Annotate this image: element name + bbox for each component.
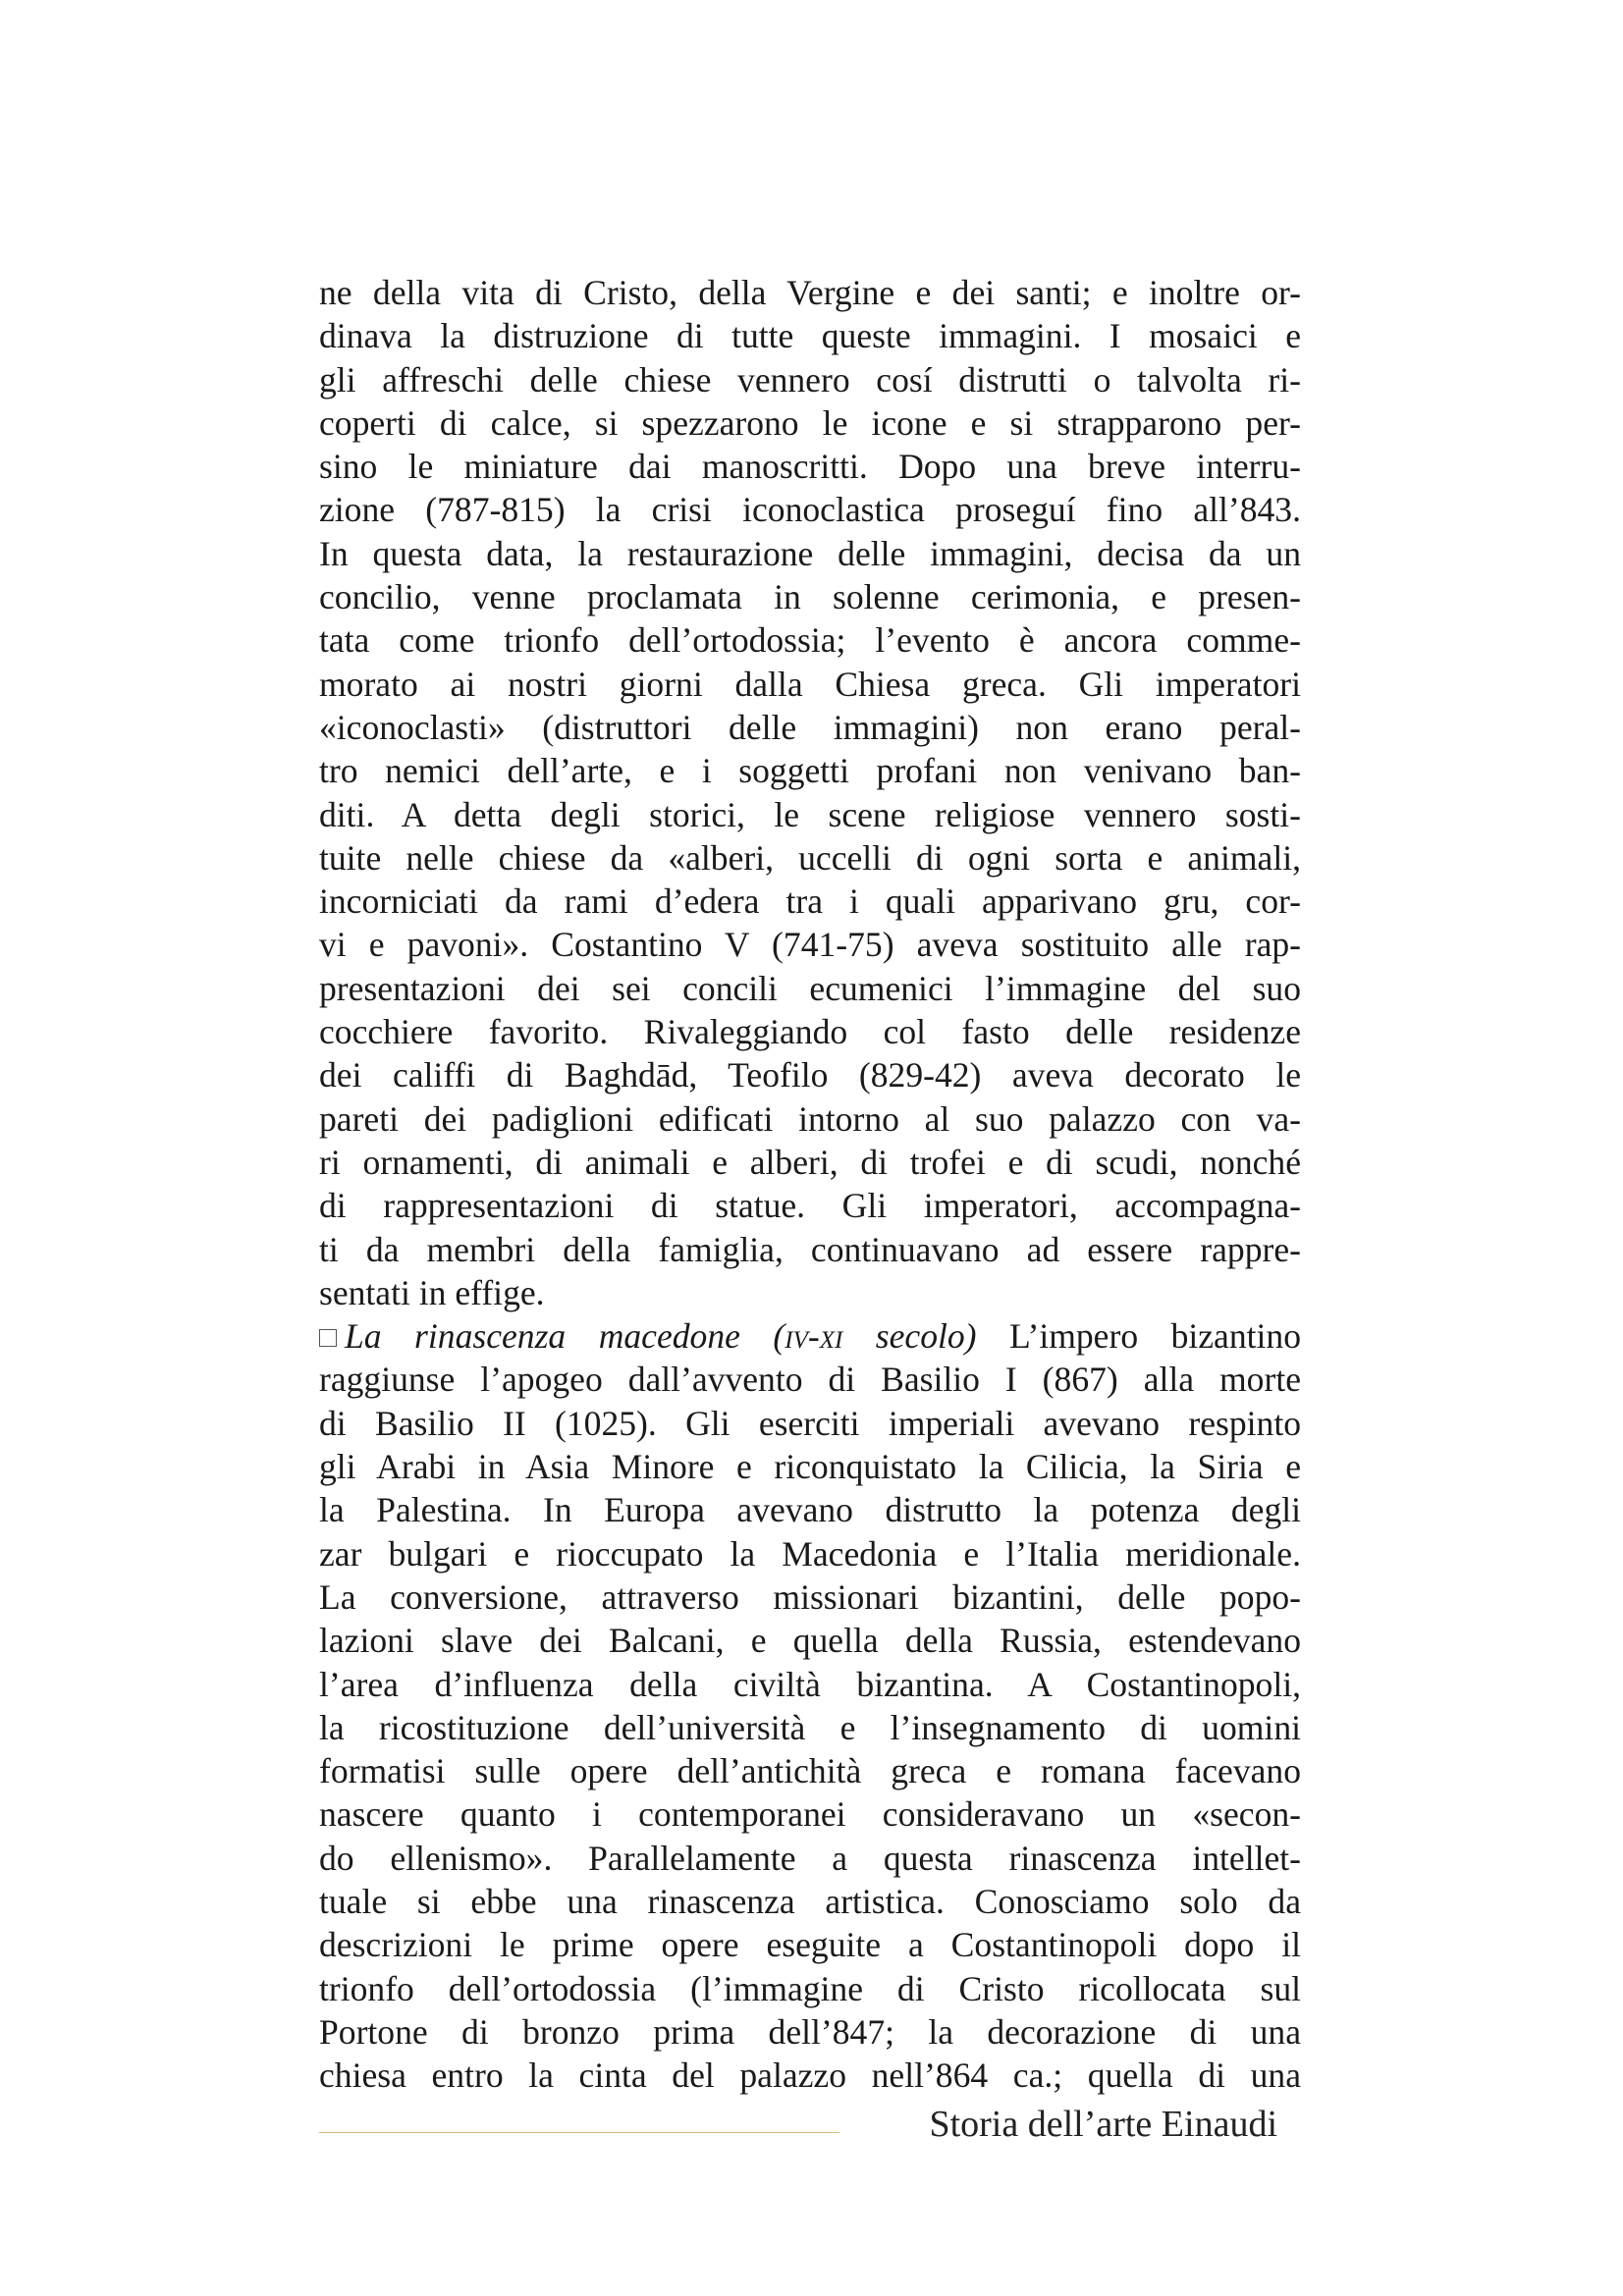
text-line: zione (787-815) la crisi iconoclastica proseguí fino all’843.: [319, 490, 1301, 530]
square-bullet-icon: [319, 1329, 337, 1347]
text-line: cocchiere favorito. Rivaleggiando col fasto delle residenze: [319, 1012, 1301, 1052]
text-line: lazioni slave dei Balcani, e quella della Russia, estendevano: [319, 1621, 1301, 1661]
text-line: diti. A detta degli storici, le scene religiose vennero sosti-: [319, 794, 1301, 834]
text-line: ti da membri della famiglia, continuavano ad essere rappre-: [319, 1229, 1301, 1269]
text-line: sentati in effige.: [319, 1272, 545, 1312]
text-line: tata come trionfo dell’ortodossia; l’evento è ancora comme-: [319, 620, 1301, 661]
text-line: descrizioni le prime opere eseguite a Costantinopoli dopo il: [319, 1925, 1301, 1965]
text-line: di Basilio II (1025). Gli eserciti imperiali avevano respinto: [319, 1403, 1301, 1443]
paragraph-iconoclasm: [319, 271, 1301, 1314]
paragraph-macedonian-renaissance: [319, 1358, 1301, 2097]
text-line: nascere quanto i contemporanei consideravano un «secon-: [319, 1794, 1301, 1835]
text-line: La conversione, attraverso missionari bizantini, delle popo-: [319, 1576, 1301, 1617]
text-line: tuite nelle chiese da «alberi, uccelli di ogni sorta e animali,: [319, 837, 1301, 878]
section-first-line: L’impero bizantino: [1009, 1316, 1301, 1357]
text-line: incorniciati da rami d’edera tra i quali apparivano gru, cor-: [319, 881, 1301, 922]
text-line: gli affreschi delle chiese vennero cosí distrutti o talvolta ri-: [319, 359, 1301, 400]
text-line: la ricostituzione dell’università e l’insegnamento di uomini: [319, 1707, 1301, 1747]
section-heading-line: [319, 1314, 1301, 1358]
text-line: ri ornamenti, di animali e alberi, di trofei e di scudi, nonché: [319, 1142, 1301, 1182]
text-line: gli Arabi in Asia Minore e riconquistato la Cilicia, la Siria e: [319, 1447, 1301, 1487]
text-line: vi e pavoni». Costantino V (741-75) aveva sostituito alle rap-: [319, 925, 1301, 965]
text-line: sino le miniature dai manoscritti. Dopo una breve interru-: [319, 447, 1301, 487]
text-line: dinava la distruzione di tutte queste immagini. I mosaici e: [319, 316, 1301, 356]
footer: [319, 2103, 1277, 2162]
text-line: la Palestina. In Europa avevano distrutto la potenza degli: [319, 1490, 1301, 1530]
text-line: di rappresentazioni di statue. Gli imperatori, accompagna-: [319, 1186, 1301, 1226]
text-line: l’area d’influenza della civiltà bizantina. A Costantinopoli,: [319, 1664, 1301, 1704]
text-line: coperti di calce, si spezzarono le icone e si strapparono per-: [319, 402, 1301, 443]
text-line: raggiunse l’apogeo dall’avvento di Basilio I (867) alla morte: [319, 1360, 1301, 1400]
text-line: «iconoclasti» (distruttori delle immagini) non erano peral-: [319, 707, 1301, 747]
text-line: Portone di bronzo prima dell’847; la decorazione di una: [319, 2011, 1301, 2052]
text-line: tuale si ebbe una rinascenza artistica. Conosciamo solo da: [319, 1881, 1301, 1921]
text-line: tro nemici dell’arte, e i soggetti profani non venivano ban-: [319, 751, 1301, 791]
page-body: [319, 271, 1301, 2097]
text-line: formatisi sulle opere dell’antichità greca e romana facevano: [319, 1751, 1301, 1791]
text-line: morato ai nostri giorni dalla Chiesa greca. Gli imperatori: [319, 664, 1301, 704]
footer-rule: [319, 2132, 839, 2133]
text-line: dei califfi di Baghdād, Teofilo (829-42) aveva decorato le: [319, 1055, 1301, 1095]
footer-publisher-title: Storia dell’arte Einaudi: [929, 2104, 1277, 2145]
text-line: trionfo dell’ortodossia (l’immagine di Cristo ricollocata sul: [319, 1968, 1301, 2008]
text-line: do ellenismo». Parallelamente a questa rinascenza intellet-: [319, 1838, 1301, 1878]
text-line: ne della vita di Cristo, della Vergine e dei santi; e inoltre or-: [319, 273, 1301, 312]
text-line: pareti dei padiglioni edificati intorno al suo palazzo con va-: [319, 1098, 1301, 1139]
text-line: zar bulgari e rioccupato la Macedonia e l’Italia meridionale.: [319, 1533, 1301, 1574]
text-line: concilio, venne proclamata in solenne cerimonia, e presen-: [319, 577, 1301, 617]
text-line: chiesa entro la cinta del palazzo nell’864 ca.; quella di una: [319, 2056, 1301, 2096]
text-line: In questa data, la restaurazione delle immagini, decisa da un: [319, 533, 1301, 573]
section-title: La rinascenza macedone (iv-xi secolo): [345, 1316, 977, 1357]
text-line: presentazioni dei sei concili ecumenici l’immagine del suo: [319, 968, 1301, 1008]
